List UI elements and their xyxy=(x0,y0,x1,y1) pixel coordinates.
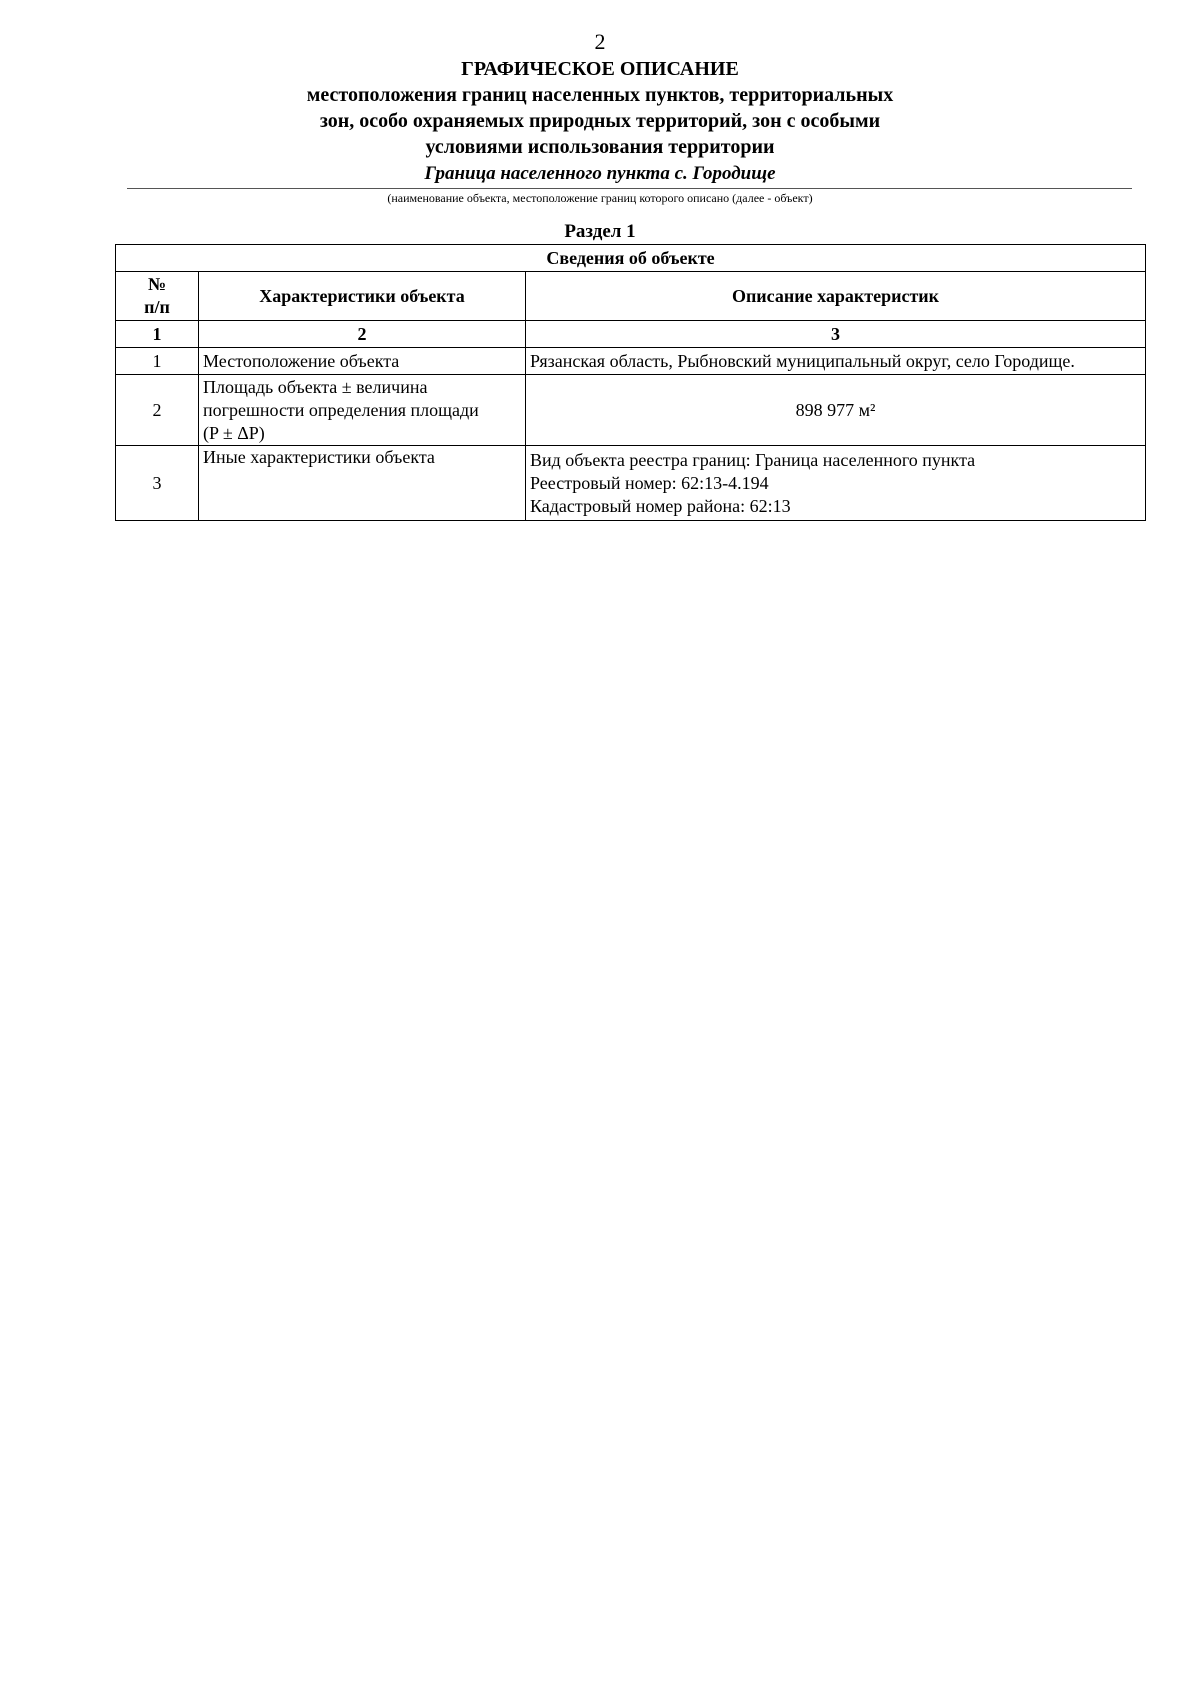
row-value: 898 977 м² xyxy=(526,375,1146,446)
header-num-line2: п/п xyxy=(144,297,170,317)
object-name: Граница населенного пункта с. Городище xyxy=(424,163,776,184)
column-number-row xyxy=(116,321,1146,348)
row-value xyxy=(526,446,1146,521)
column-number: 1 xyxy=(116,321,199,348)
row-characteristic: Иные характеристики объекта xyxy=(199,446,526,521)
table-row xyxy=(116,375,1146,446)
table-caption: Сведения об объекте xyxy=(116,245,1146,272)
row-num: 3 xyxy=(116,446,199,521)
subtitle-line: зон, особо охраняемых природных территорий, зон с особыми xyxy=(319,110,881,132)
subtitle-line: условиями использования территории xyxy=(425,136,775,158)
object-name-underline xyxy=(127,188,1132,189)
row-characteristic xyxy=(199,375,526,446)
row-num: 2 xyxy=(116,375,199,446)
table-row xyxy=(116,446,1146,521)
header-num-line1: № xyxy=(147,274,167,294)
value-line: Кадастровый номер района: 62:13 xyxy=(530,495,791,516)
row-value: Рязанская область, Рыбновский муниципальный округ, село Городище. xyxy=(526,348,1146,375)
subtitle-line: местоположения границ населенных пунктов, территориальных xyxy=(306,84,894,106)
header-characteristics: Характеристики объекта xyxy=(199,272,526,321)
value-line: Вид объекта реестра границ: Граница населенного пункта xyxy=(530,449,976,470)
characteristic-line: (P ± ΔP) xyxy=(203,422,265,443)
column-number: 2 xyxy=(199,321,526,348)
row-num: 1 xyxy=(116,348,199,375)
header-num xyxy=(116,272,199,321)
value-line: Реестровый номер: 62:13-4.194 xyxy=(530,472,769,493)
object-caption: (наименование объекта, местоположение границ которого описано (далее - объект) xyxy=(387,191,813,205)
page-number: 2 xyxy=(594,29,606,54)
object-info-table xyxy=(115,244,1146,521)
header-description: Описание характеристик xyxy=(526,272,1146,321)
section-title: Раздел 1 xyxy=(564,221,636,242)
characteristic-line: Площадь объекта ± величина xyxy=(203,376,428,397)
table-row xyxy=(116,348,1146,375)
document-title: ГРАФИЧЕСКОЕ ОПИСАНИЕ xyxy=(461,58,739,80)
document-subtitle xyxy=(0,82,1200,160)
row-characteristic: Местоположение объекта xyxy=(199,348,526,375)
table-caption-row xyxy=(116,245,1146,272)
table-header-row xyxy=(116,272,1146,321)
column-number: 3 xyxy=(526,321,1146,348)
characteristic-line: погрешности определения площади xyxy=(203,399,479,420)
